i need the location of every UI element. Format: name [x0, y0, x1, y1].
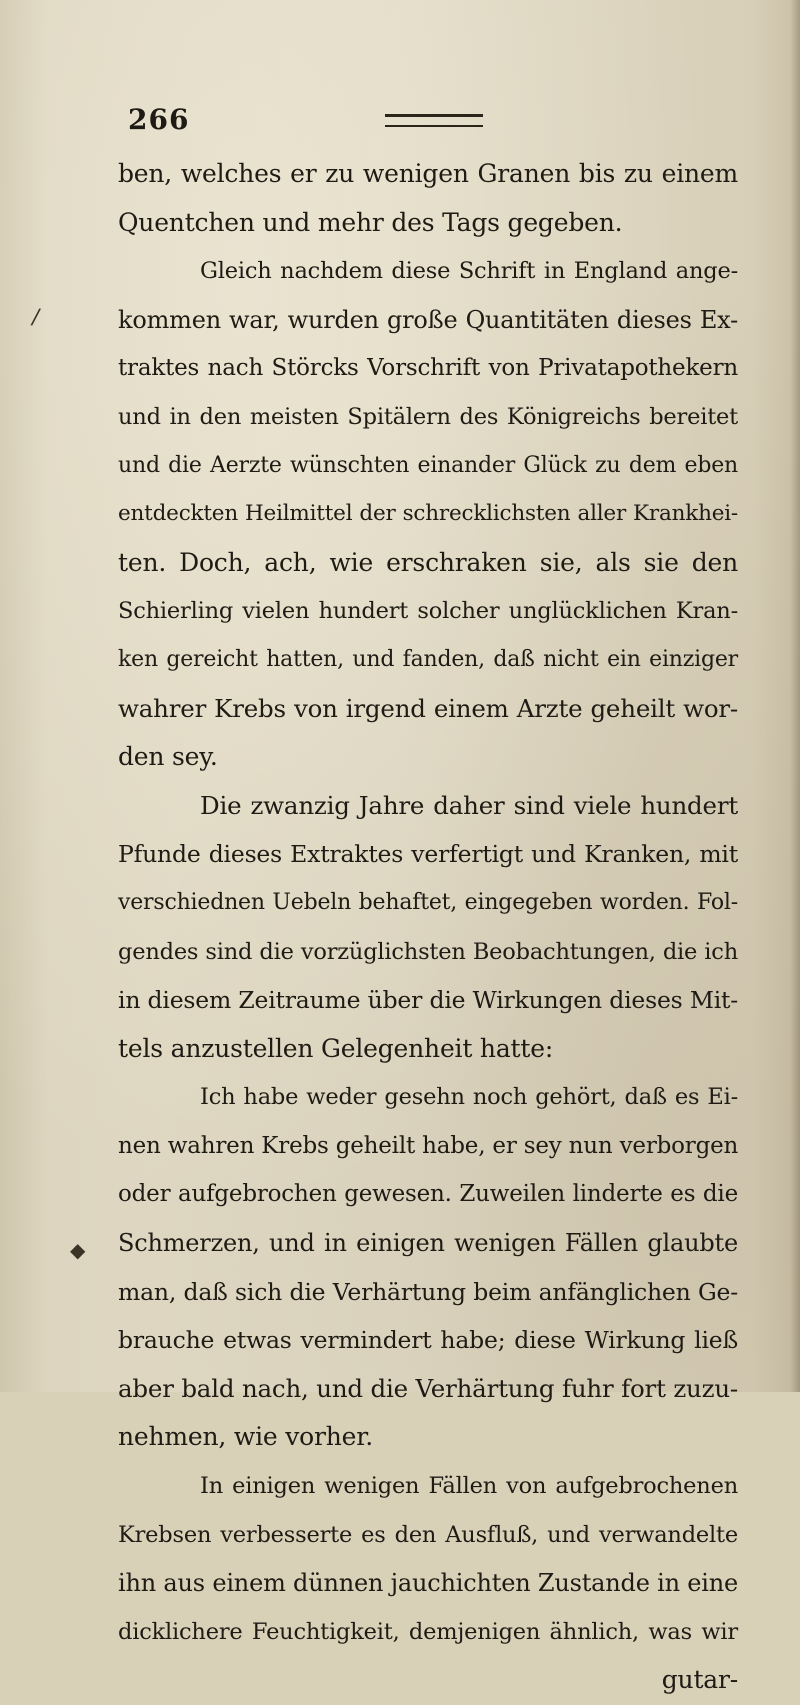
text-line: Die zwanzig Jahre daher sind viele hundert: [200, 790, 738, 820]
text-line: In einigen wenigen Fällen von aufgebrochenen: [200, 1473, 738, 1500]
text-line: den sey.: [118, 742, 218, 772]
page-edge-shadow: [790, 0, 800, 1392]
text-line: dicklichere Feuchtigkeit, demjenigen ähnlich, was wir: [118, 1618, 738, 1645]
text-line: ihn aus einem dünnen jauchichten Zustande in eine: [118, 1569, 739, 1598]
header-rule: [385, 114, 483, 127]
text-line: brauche etwas vermindert habe; diese Wirkung ließ: [118, 1326, 738, 1355]
text-line: Gleich nachdem diese Schrift in England ange-: [200, 258, 738, 285]
text-line: Schierling vielen hundert solcher unglücklichen Kran-: [118, 598, 738, 625]
text-line: ben, welches er zu wenigen Granen bis zu einem: [118, 159, 738, 188]
text-line: wahrer Krebs von irgend einem Arzte geheilt wor-: [118, 693, 738, 723]
text-line: nehmen, wie vorher.: [118, 1422, 374, 1452]
text-line: traktes nach Störcks Vorschrift von Privatapothekern: [118, 355, 738, 382]
text-line: man, daß sich die Verhärtung beim anfänglichen Ge-: [118, 1277, 738, 1306]
text-line: und in den meisten Spitälern des Königreichs bereitet: [118, 403, 738, 430]
text-line: Schmerzen, und in einigen wenigen Fällen glaubte: [118, 1229, 738, 1258]
text-line: Quentchen und mehr des Tags gegeben.: [118, 207, 623, 237]
margin-diamond-mark: ◆: [70, 1238, 86, 1262]
catchword: gutar-: [661, 1665, 738, 1695]
text-line: ten. Doch, ach, wie erschraken sie, als sie den: [118, 547, 738, 577]
text-line: gendes sind die vorzüglichsten Beobachtungen, die ich: [118, 938, 738, 965]
text-line: Ich habe weder gesehn noch gehört, daß es Ei-: [200, 1084, 738, 1111]
text-line: nen wahren Krebs geheilt habe, er sey nun verborgen: [118, 1132, 739, 1159]
text-line: ken gereicht hatten, und fanden, daß nicht ein einziger: [118, 646, 738, 672]
text-line: oder aufgebrochen gewesen. Zuweilen linderte es die: [118, 1181, 738, 1208]
text-line: in diesem Zeitraume über die Wirkungen dieses Mit-: [118, 986, 738, 1015]
text-line: Pfunde dieses Extraktes verfertigt und Kranken, mit: [118, 840, 738, 869]
body-text: [118, 150, 738, 1705]
text-line: Krebsen verbesserte es den Ausfluß, und verwandelte: [118, 1521, 738, 1548]
text-line: entdeckten Heilmittel der schrecklichsten aller Krankhei-: [118, 501, 738, 527]
margin-slash-mark: /: [29, 304, 42, 331]
page-number: 266: [128, 103, 190, 136]
text-line: und die Aerzte wünschten einander Glück zu dem eben: [118, 452, 738, 478]
text-line: verschiednen Uebeln behaftet, eingegeben worden. Fol-: [118, 889, 738, 915]
text-line: kommen war, wurden große Quantitäten dieses Ex-: [118, 305, 738, 334]
text-line: aber bald nach, und die Verhärtung fuhr fort zuzu-: [118, 1373, 738, 1403]
text-line: tels anzustellen Gelegenheit hatte:: [118, 1033, 554, 1063]
